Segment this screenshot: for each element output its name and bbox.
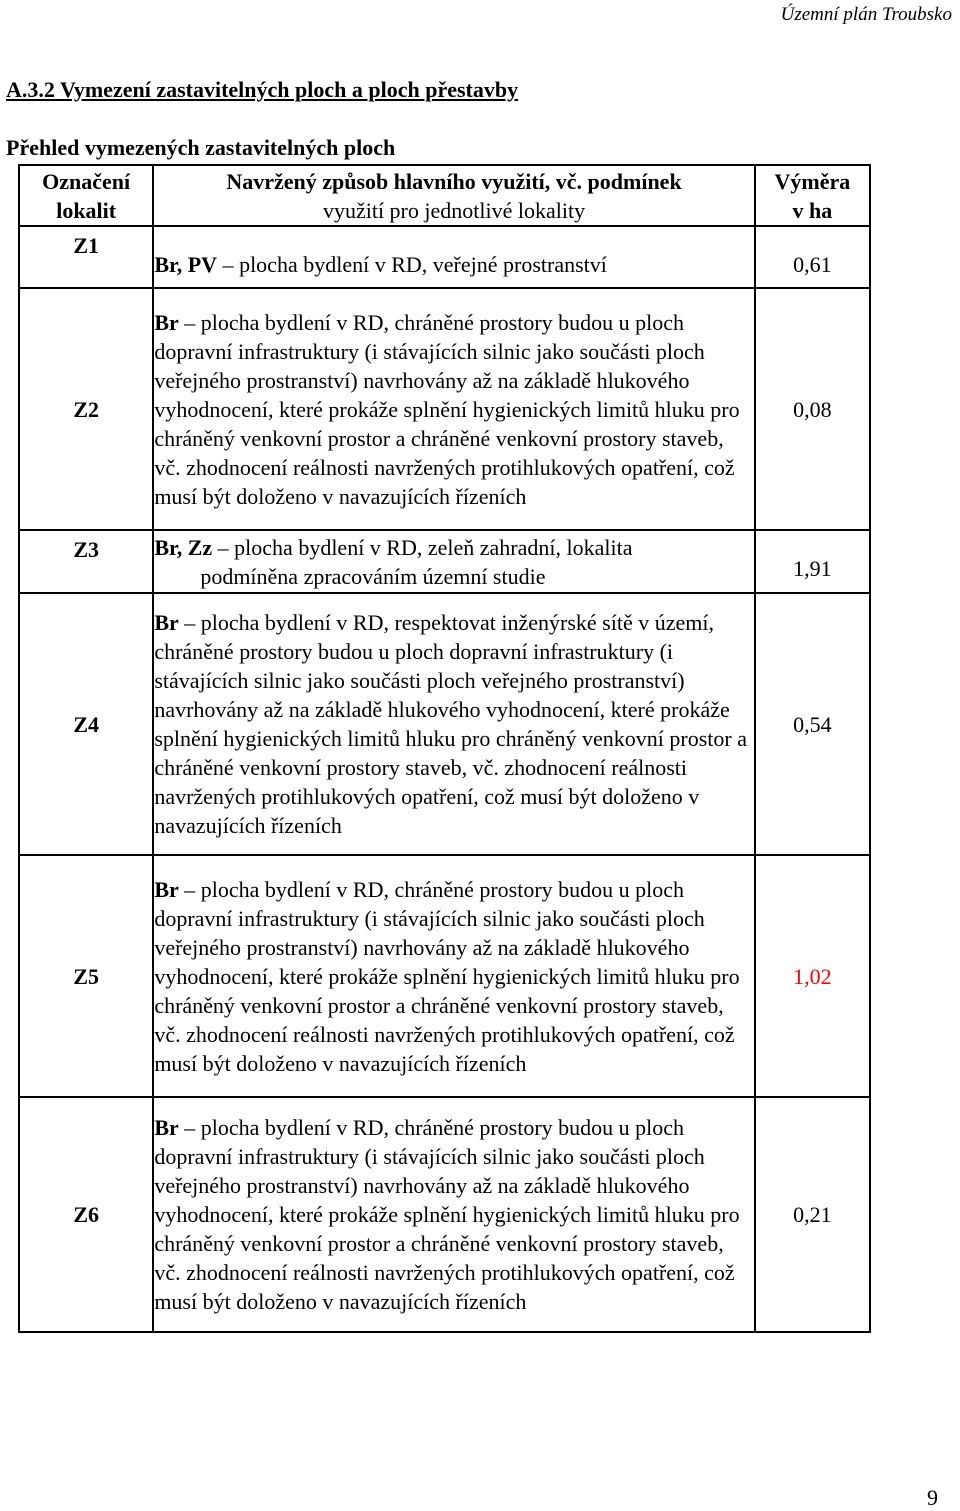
zone-use: [153, 226, 754, 288]
zone-code: Z1: [19, 226, 153, 288]
zone-area: 0,21: [755, 1097, 870, 1332]
zone-code: Z4: [19, 593, 153, 855]
zone-use-text: – plocha bydlení v RD, chráněné prostory budou u ploch dopravní infrastruktury (i stávajících silnic jako součásti ploch veřejného prostranství) navrhovány až na základě hlukového vyhodnocení, které prokáže splnění hygienických limitů hluku pro chráněný venkovní prostor a chráněné venkovní prostory staveb, vč. zhodnocení reálnosti navržených protihlukových opatření, což musí být doloženo v navazujících řízeních: [154, 1115, 740, 1314]
zone-area: 0,61: [755, 226, 870, 288]
table-row: [19, 530, 870, 593]
zone-code: Z5: [19, 855, 153, 1097]
header-use-line2: využití pro jednotlivé lokality: [322, 197, 586, 223]
zone-use-lead: Br: [154, 1115, 179, 1140]
zone-code: Z2: [19, 288, 153, 530]
zone-use-text: – plocha bydlení v RD, chráněné prostory budou u ploch dopravní infrastruktury (i stávajících silnic jako součásti ploch veřejného prostranství) navrhovány až na základě hlukového vyhodnocení, které prokáže splnění hygienických limitů hluku pro chráněný venkovní prostor a chráněné venkovní prostory staveb, vč. zhodnocení reálnosti navržených protihlukových opatření, což musí být doloženo v navazujících řízeních: [154, 309, 740, 509]
zone-use: [153, 855, 754, 1097]
header-area: [755, 165, 870, 226]
zone-area: 1,91: [755, 530, 870, 593]
page-number: 9: [927, 1485, 938, 1510]
zone-use-text: – plocha bydlení v RD, veřejné prostranství: [217, 251, 607, 277]
running-header: Územní plán Troubsko: [780, 4, 952, 25]
zone-area: 0,08: [755, 288, 870, 530]
table-row: [19, 226, 870, 288]
zone-use-text: – plocha bydlení v RD, zeleň zahradní, lokalita: [212, 534, 633, 560]
zone-use-text: – plocha bydlení v RD, respektovat inženýrské sítě v území, chráněné prostory budou u ploch dopravní infrastruktury (i stávajících silnic jako součásti ploch veřejného prostranství) navrhovány až na základě hlukového vyhodnocení, které prokáže splnění hygienických limitů hluku pro chráněný venkovní prostor a chráněné venkovní prostory staveb, vč. zhodnocení reálnosti navržených protihlukových opatření, což musí být doloženo v navazujících řízeních: [154, 610, 747, 838]
zone-use-text: – plocha bydlení v RD, chráněné prostory budou u ploch dopravní infrastruktury (i stávajících silnic jako součásti ploch veřejného prostranství) navrhovány až na základě hlukového vyhodnocení, které prokáže splnění hygienických limitů hluku pro chráněný venkovní prostor a chráněné venkovní prostory staveb, vč. zhodnocení reálnosti navržených protihlukových opatření, což musí být doloženo v navazujících řízeních: [154, 876, 740, 1076]
zone-code: Z3: [19, 530, 153, 593]
zone-use-text-continued: podmíněna zpracováním územní studie: [200, 563, 546, 589]
header-use-line1: Navržený způsob hlavního využití, vč. podmínek: [226, 168, 682, 194]
table-row: [19, 593, 870, 855]
zone-use: [153, 593, 754, 855]
zone-area: 0,54: [755, 593, 870, 855]
table-row: [19, 1097, 870, 1332]
zone-area: 1,02: [755, 855, 870, 1097]
header-area-line2: v ha: [792, 197, 833, 223]
zone-code: Z6: [19, 1097, 153, 1332]
zone-use-lead: Br: [154, 309, 179, 335]
zone-use-lead: Br, Zz: [154, 534, 213, 560]
table-header-row: [19, 165, 870, 226]
header-use: [153, 165, 754, 226]
zone-use-lead: Br: [154, 876, 179, 902]
table-caption: Přehled vymezených zastavitelných ploch: [6, 135, 396, 160]
header-code: [19, 165, 153, 226]
zone-use: [153, 288, 754, 530]
header-code-line1: Označení: [42, 168, 131, 194]
table-row: [19, 288, 870, 530]
zone-use-lead: Br: [154, 610, 179, 635]
section-heading: A.3.2 Vymezení zastavitelných ploch a ploch přestavby: [6, 77, 519, 102]
zones-table: [18, 164, 871, 1333]
zone-use: [153, 1097, 754, 1332]
header-code-line2: lokalit: [56, 197, 117, 223]
zone-use: [153, 530, 754, 593]
header-area-line1: Výměra: [774, 168, 851, 194]
table-row: [19, 855, 870, 1097]
zone-use-lead: Br, PV: [154, 251, 218, 277]
